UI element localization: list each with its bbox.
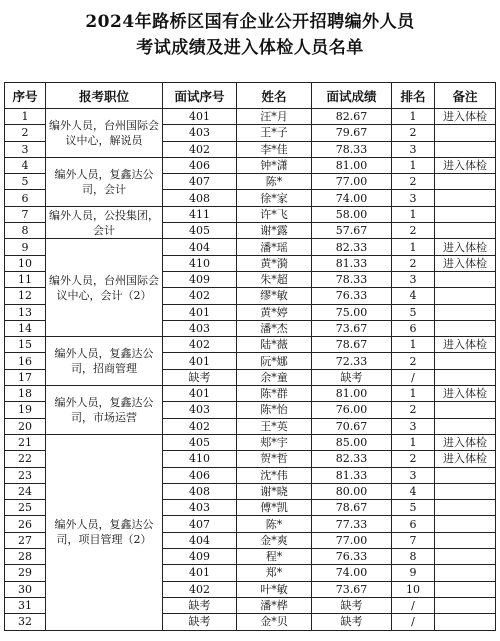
cell-name: 黄*婷 bbox=[237, 304, 312, 320]
cell-serial-number: 13 bbox=[5, 304, 46, 320]
cell-rank: 8 bbox=[392, 549, 435, 565]
cell-remark bbox=[435, 467, 496, 483]
cell-name: 朱*超 bbox=[237, 271, 312, 287]
cell-name: 许*飞 bbox=[237, 206, 312, 222]
cell-serial-number: 23 bbox=[5, 467, 46, 483]
cell-position: 编外人员，复鑫达公司，市场运营 bbox=[46, 386, 163, 435]
cell-name: 汪*月 bbox=[237, 109, 312, 125]
cell-position: 编外人员，复鑫达公司，会计 bbox=[46, 157, 163, 206]
cell-serial-number: 1 bbox=[5, 109, 46, 125]
cell-serial-number: 29 bbox=[5, 565, 46, 581]
cell-serial-number: 32 bbox=[5, 614, 46, 630]
cell-remark: 进入体检 bbox=[435, 255, 496, 271]
cell-name: 郏*宇 bbox=[237, 434, 312, 450]
cell-interview-score: 81.00 bbox=[312, 157, 392, 173]
cell-name: 谢*晓 bbox=[237, 483, 312, 499]
cell-interview-score: 78.67 bbox=[312, 337, 392, 353]
cell-interview-number: 403 bbox=[163, 320, 237, 336]
header-position: 报考职位 bbox=[46, 83, 163, 109]
cell-name: 贺*哲 bbox=[237, 451, 312, 467]
cell-position: 编外人员，复鑫达公司，项目管理（2） bbox=[46, 434, 163, 630]
table-row bbox=[5, 206, 496, 222]
cell-remark bbox=[435, 353, 496, 369]
cell-rank: 1 bbox=[392, 109, 435, 125]
cell-rank: 1 bbox=[392, 157, 435, 173]
cell-interview-score: 76.00 bbox=[312, 402, 392, 418]
cell-interview-number: 411 bbox=[163, 206, 237, 222]
cell-rank: 2 bbox=[392, 125, 435, 141]
cell-name: 潘*瑶 bbox=[237, 239, 312, 255]
cell-remark: 进入体检 bbox=[435, 157, 496, 173]
cell-name: 陈*怡 bbox=[237, 402, 312, 418]
results-table bbox=[4, 82, 496, 631]
cell-name: 陈*群 bbox=[237, 386, 312, 402]
cell-name: 缪*敏 bbox=[237, 288, 312, 304]
cell-rank: 6 bbox=[392, 320, 435, 336]
cell-rank: 5 bbox=[392, 500, 435, 516]
cell-interview-number: 409 bbox=[163, 271, 237, 287]
cell-rank: 6 bbox=[392, 516, 435, 532]
cell-rank: 1 bbox=[392, 206, 435, 222]
cell-rank: 4 bbox=[392, 483, 435, 499]
cell-remark bbox=[435, 223, 496, 239]
cell-serial-number: 12 bbox=[5, 288, 46, 304]
cell-interview-score: 76.33 bbox=[312, 288, 392, 304]
cell-interview-number: 401 bbox=[163, 353, 237, 369]
cell-serial-number: 3 bbox=[5, 141, 46, 157]
cell-serial-number: 21 bbox=[5, 434, 46, 450]
cell-rank: 1 bbox=[392, 337, 435, 353]
cell-interview-number: 408 bbox=[163, 483, 237, 499]
cell-rank: 2 bbox=[392, 451, 435, 467]
cell-name: 王*子 bbox=[237, 125, 312, 141]
cell-serial-number: 4 bbox=[5, 157, 46, 173]
cell-rank: 10 bbox=[392, 581, 435, 597]
cell-serial-number: 20 bbox=[5, 418, 46, 434]
cell-interview-score: 缺考 bbox=[312, 369, 392, 385]
cell-interview-number: 402 bbox=[163, 337, 237, 353]
cell-remark bbox=[435, 565, 496, 581]
cell-rank: 3 bbox=[392, 190, 435, 206]
cell-name: 王*英 bbox=[237, 418, 312, 434]
cell-name: 金*贝 bbox=[237, 614, 312, 630]
cell-serial-number: 19 bbox=[5, 402, 46, 418]
cell-interview-score: 缺考 bbox=[312, 614, 392, 630]
cell-name: 叶*敏 bbox=[237, 581, 312, 597]
cell-interview-number: 缺考 bbox=[163, 614, 237, 630]
table-body bbox=[5, 109, 496, 631]
header-interview-number: 面试序号 bbox=[163, 83, 237, 109]
cell-interview-number: 407 bbox=[163, 516, 237, 532]
cell-remark bbox=[435, 402, 496, 418]
cell-rank: 3 bbox=[392, 271, 435, 287]
cell-remark: 进入体检 bbox=[435, 451, 496, 467]
cell-interview-score: 77.33 bbox=[312, 516, 392, 532]
cell-interview-score: 80.00 bbox=[312, 483, 392, 499]
cell-remark bbox=[435, 320, 496, 336]
cell-name: 阮*娜 bbox=[237, 353, 312, 369]
cell-rank: 4 bbox=[392, 288, 435, 304]
cell-interview-score: 82.33 bbox=[312, 451, 392, 467]
cell-interview-score: 78.33 bbox=[312, 141, 392, 157]
cell-serial-number: 28 bbox=[5, 549, 46, 565]
cell-interview-number: 406 bbox=[163, 157, 237, 173]
cell-serial-number: 15 bbox=[5, 337, 46, 353]
cell-name: 潘*桦 bbox=[237, 597, 312, 613]
cell-name: 潘*杰 bbox=[237, 320, 312, 336]
header-serial-number: 序号 bbox=[5, 83, 46, 109]
cell-interview-score: 81.00 bbox=[312, 386, 392, 402]
cell-serial-number: 11 bbox=[5, 271, 46, 287]
cell-interview-number: 404 bbox=[163, 239, 237, 255]
cell-interview-number: 407 bbox=[163, 174, 237, 190]
table-row bbox=[5, 157, 496, 173]
cell-serial-number: 14 bbox=[5, 320, 46, 336]
cell-rank: 2 bbox=[392, 402, 435, 418]
cell-interview-score: 57.67 bbox=[312, 223, 392, 239]
cell-rank: 3 bbox=[392, 418, 435, 434]
cell-interview-score: 77.00 bbox=[312, 174, 392, 190]
cell-serial-number: 25 bbox=[5, 500, 46, 516]
cell-interview-score: 79.67 bbox=[312, 125, 392, 141]
cell-name: 程* bbox=[237, 549, 312, 565]
cell-rank: / bbox=[392, 369, 435, 385]
cell-interview-score: 74.00 bbox=[312, 565, 392, 581]
cell-rank: 3 bbox=[392, 141, 435, 157]
table-row bbox=[5, 109, 496, 125]
cell-name: 陈* bbox=[237, 174, 312, 190]
cell-interview-score: 74.00 bbox=[312, 190, 392, 206]
document-title-line-1: 2024年路桥区国有企业公开招聘编外人员 bbox=[85, 12, 415, 32]
cell-rank: 1 bbox=[392, 434, 435, 450]
cell-rank: 2 bbox=[392, 353, 435, 369]
cell-serial-number: 2 bbox=[5, 125, 46, 141]
cell-remark bbox=[435, 483, 496, 499]
table-row bbox=[5, 434, 496, 450]
header-interview-score: 面试成绩 bbox=[312, 83, 392, 109]
cell-interview-score: 70.67 bbox=[312, 418, 392, 434]
cell-interview-score: 72.33 bbox=[312, 353, 392, 369]
table-header-row bbox=[5, 83, 496, 109]
header-remark: 备注 bbox=[435, 83, 496, 109]
cell-remark: 进入体检 bbox=[435, 239, 496, 255]
cell-interview-number: 401 bbox=[163, 565, 237, 581]
cell-serial-number: 17 bbox=[5, 369, 46, 385]
cell-position: 编外人员，台州国际会议中心，解说员 bbox=[46, 109, 163, 158]
cell-name: 傅*凯 bbox=[237, 500, 312, 516]
cell-rank: / bbox=[392, 614, 435, 630]
cell-interview-score: 81.33 bbox=[312, 467, 392, 483]
cell-remark bbox=[435, 597, 496, 613]
cell-remark bbox=[435, 532, 496, 548]
cell-remark bbox=[435, 500, 496, 516]
cell-serial-number: 16 bbox=[5, 353, 46, 369]
cell-name: 李*佳 bbox=[237, 141, 312, 157]
cell-serial-number: 7 bbox=[5, 206, 46, 222]
cell-remark bbox=[435, 271, 496, 287]
cell-remark bbox=[435, 418, 496, 434]
cell-rank: / bbox=[392, 597, 435, 613]
header-rank: 排名 bbox=[392, 83, 435, 109]
cell-remark bbox=[435, 206, 496, 222]
cell-interview-number: 403 bbox=[163, 402, 237, 418]
cell-serial-number: 8 bbox=[5, 223, 46, 239]
cell-remark: 进入体检 bbox=[435, 434, 496, 450]
cell-serial-number: 18 bbox=[5, 386, 46, 402]
cell-interview-number: 405 bbox=[163, 434, 237, 450]
cell-interview-number: 402 bbox=[163, 581, 237, 597]
cell-interview-number: 402 bbox=[163, 418, 237, 434]
cell-name: 余*童 bbox=[237, 369, 312, 385]
cell-serial-number: 5 bbox=[5, 174, 46, 190]
cell-name: 钟*潇 bbox=[237, 157, 312, 173]
cell-name: 金*爽 bbox=[237, 532, 312, 548]
table-row bbox=[5, 239, 496, 255]
cell-interview-number: 410 bbox=[163, 451, 237, 467]
cell-name: 黄*漪 bbox=[237, 255, 312, 271]
cell-interview-number: 408 bbox=[163, 190, 237, 206]
cell-position: 编外人员，公投集团，会计 bbox=[46, 206, 163, 239]
cell-interview-score: 78.67 bbox=[312, 500, 392, 516]
table-row bbox=[5, 386, 496, 402]
cell-interview-number: 401 bbox=[163, 109, 237, 125]
cell-name: 沈*伟 bbox=[237, 467, 312, 483]
cell-interview-number: 缺考 bbox=[163, 597, 237, 613]
cell-interview-score: 73.67 bbox=[312, 320, 392, 336]
cell-interview-score: 82.33 bbox=[312, 239, 392, 255]
cell-remark bbox=[435, 581, 496, 597]
cell-rank: 2 bbox=[392, 174, 435, 190]
cell-interview-number: 403 bbox=[163, 125, 237, 141]
cell-serial-number: 24 bbox=[5, 483, 46, 499]
cell-serial-number: 6 bbox=[5, 190, 46, 206]
cell-interview-score: 85.00 bbox=[312, 434, 392, 450]
cell-remark bbox=[435, 516, 496, 532]
cell-rank: 2 bbox=[392, 255, 435, 271]
cell-interview-score: 76.33 bbox=[312, 549, 392, 565]
cell-serial-number: 10 bbox=[5, 255, 46, 271]
cell-interview-number: 406 bbox=[163, 467, 237, 483]
cell-name: 陆*薇 bbox=[237, 337, 312, 353]
cell-rank: 9 bbox=[392, 565, 435, 581]
cell-interview-score: 58.00 bbox=[312, 206, 392, 222]
cell-interview-score: 82.67 bbox=[312, 109, 392, 125]
cell-remark bbox=[435, 549, 496, 565]
cell-interview-score: 73.67 bbox=[312, 581, 392, 597]
cell-position: 编外人员，复鑫达公司，招商管理 bbox=[46, 337, 163, 386]
table-row bbox=[5, 337, 496, 353]
cell-interview-number: 410 bbox=[163, 255, 237, 271]
document-title-line-2: 考试成绩及进入体检人员名单 bbox=[136, 38, 364, 58]
cell-name: 徐*家 bbox=[237, 190, 312, 206]
cell-rank: 1 bbox=[392, 386, 435, 402]
cell-interview-number: 缺考 bbox=[163, 369, 237, 385]
cell-interview-score: 77.00 bbox=[312, 532, 392, 548]
cell-interview-number: 404 bbox=[163, 532, 237, 548]
cell-serial-number: 27 bbox=[5, 532, 46, 548]
cell-position: 编外人员，台州国际会议中心，会计（2） bbox=[46, 239, 163, 337]
cell-serial-number: 31 bbox=[5, 597, 46, 613]
cell-remark: 进入体检 bbox=[435, 109, 496, 125]
cell-name: 谢*露 bbox=[237, 223, 312, 239]
cell-interview-number: 402 bbox=[163, 141, 237, 157]
cell-remark: 进入体检 bbox=[435, 386, 496, 402]
cell-rank: 1 bbox=[392, 239, 435, 255]
cell-serial-number: 9 bbox=[5, 239, 46, 255]
cell-remark bbox=[435, 614, 496, 630]
cell-remark bbox=[435, 288, 496, 304]
cell-remark bbox=[435, 174, 496, 190]
cell-remark bbox=[435, 304, 496, 320]
header-name: 姓名 bbox=[237, 83, 312, 109]
cell-remark bbox=[435, 369, 496, 385]
cell-rank: 3 bbox=[392, 467, 435, 483]
cell-interview-score: 75.00 bbox=[312, 304, 392, 320]
cell-serial-number: 22 bbox=[5, 451, 46, 467]
cell-interview-number: 401 bbox=[163, 386, 237, 402]
cell-rank: 2 bbox=[392, 223, 435, 239]
cell-rank: 7 bbox=[392, 532, 435, 548]
cell-interview-number: 401 bbox=[163, 304, 237, 320]
cell-serial-number: 26 bbox=[5, 516, 46, 532]
cell-name: 郑* bbox=[237, 565, 312, 581]
cell-interview-number: 403 bbox=[163, 500, 237, 516]
cell-interview-score: 78.33 bbox=[312, 271, 392, 287]
cell-interview-score: 81.33 bbox=[312, 255, 392, 271]
cell-interview-score: 缺考 bbox=[312, 597, 392, 613]
cell-remark: 进入体检 bbox=[435, 337, 496, 353]
cell-remark bbox=[435, 141, 496, 157]
cell-interview-number: 405 bbox=[163, 223, 237, 239]
cell-interview-number: 409 bbox=[163, 549, 237, 565]
cell-interview-number: 402 bbox=[163, 288, 237, 304]
cell-name: 陈* bbox=[237, 516, 312, 532]
cell-serial-number: 30 bbox=[5, 581, 46, 597]
cell-remark bbox=[435, 190, 496, 206]
cell-rank: 5 bbox=[392, 304, 435, 320]
cell-remark bbox=[435, 125, 496, 141]
